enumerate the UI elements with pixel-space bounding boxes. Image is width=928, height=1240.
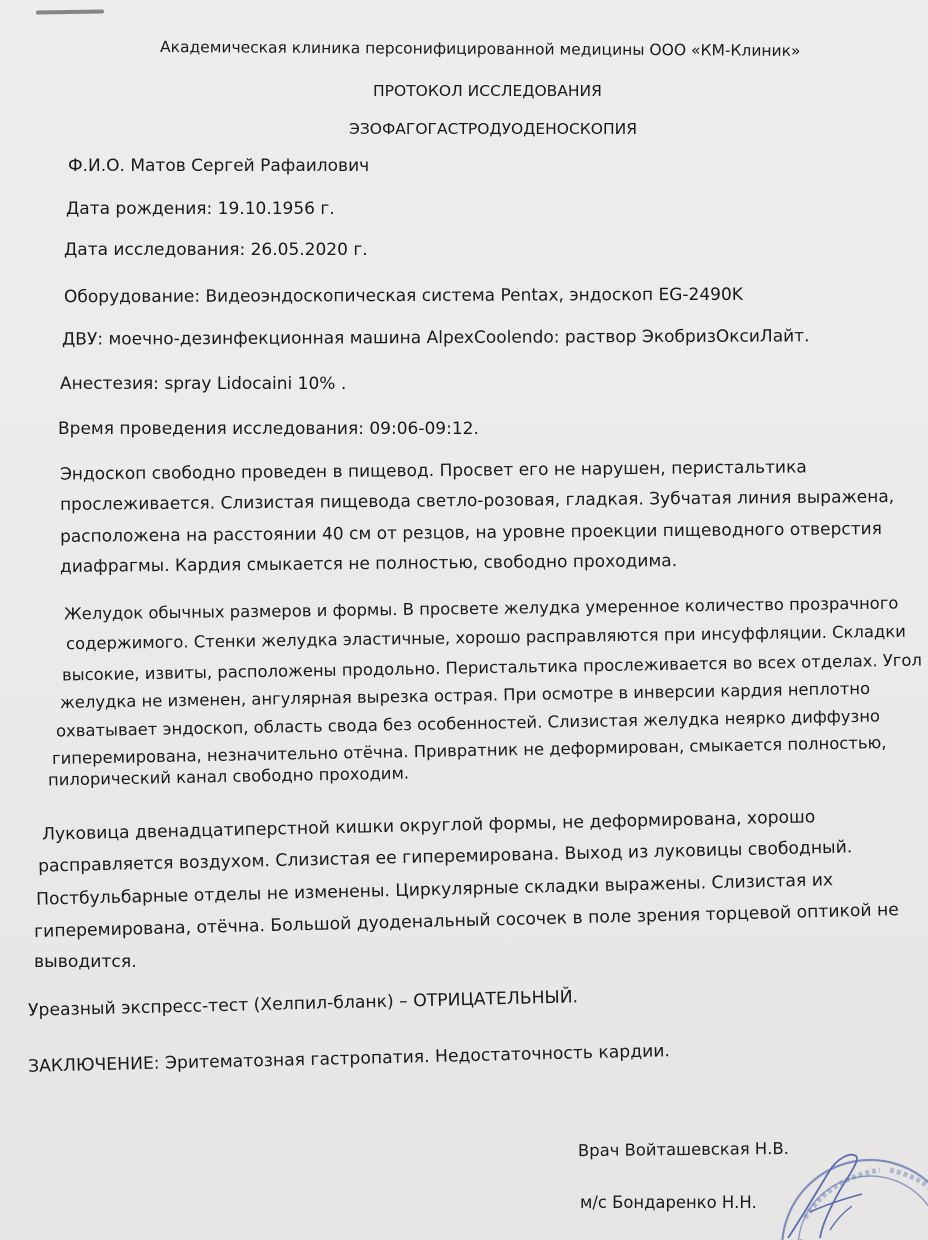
stomach-line: Желудок обычных размеров и формы. В просвете желудка умеренное количество прозрачного — [63, 593, 899, 624]
nurse-signature-label: м/с Бондаренко Н.Н. — [580, 1193, 757, 1212]
duodenum-line: Луковица двенадцатиперстной кишки округлой формы, не деформирована, хорошо — [41, 807, 816, 845]
urease-test: Уреазный экспресс-тест (Хелпил-бланк) – ОТРИЦАТЕЛЬНЫЙ. — [27, 987, 579, 1021]
birth-date: Дата рождения: 19.10.1956 г. — [66, 199, 335, 219]
signature — [770, 1150, 890, 1240]
stomach-line: желудка не изменен, ангулярная вырезка острая. При осмотре в инверсии кардия неплотно — [59, 678, 871, 713]
conclusion: ЗАКЛЮЧЕНИЕ: Эритематозная гастропатия. Недостаточность кардии. — [27, 1041, 671, 1077]
protocol-title: ПРОТОКОЛ ИССЛЕДОВАНИЯ — [373, 82, 602, 100]
equipment: Оборудование: Видеоэндоскопическая система Pentax, эндоскоп EG-2490K — [63, 284, 743, 308]
duodenum-line: расправляется воздухом. Слизистая ее гиперемирована. Выход из луковицы свободный. — [37, 837, 853, 877]
esophagus-line: диафрагмы. Кардия смыкается не полностью, свободно проходима. — [59, 551, 678, 577]
duodenum-line: выводится. — [34, 952, 137, 972]
doctor-signature-label: Врач Войташевская Н.В. — [577, 1138, 789, 1161]
disinfection: ДВУ: моечно-дезинфекционная машина AlpexCoolendo: раствор ЭкобризОксиЛайт. — [61, 326, 810, 350]
duodenum-line: Постбульбарные отделы не изменены. Циркулярные складки выражены. Слизистая их — [35, 870, 834, 910]
anesthesia: Анестезия: spray Lidocaini 10% . — [60, 374, 347, 394]
stomach-line: охватывает эндоскоп, область свода без особенностей. Слизистая желудка неярко диффузно — [55, 706, 881, 741]
esophagus-line: расположена на расстоянии 40 см от резцов, на уровне проекции пищеводного отверстия — [59, 519, 882, 547]
clinic-name: Академическая клиника персонифицированной медицины ООО «КМ-Клиник» — [159, 38, 801, 60]
stomach-line: содержимого. Стенки желудка эластичные, хорошо расправляются при инсуффляции. Складки — [65, 621, 906, 654]
pen-mark — [36, 9, 104, 14]
stomach-line: высокие, извиты, расположены продольно. Перистальтика прослеживается во всех отделах. Угол — [61, 650, 923, 685]
procedure-title: ЭЗОФАГОГАСТРОДУОДЕНОСКОПИЯ — [349, 120, 638, 138]
stomach-line: гиперемирована, незначительно отёчна. Привратник не деформирован, смыкается полностью, — [51, 732, 887, 769]
stomach-line: пилорический канал свободно проходим. — [47, 763, 410, 790]
esophagus-line: Эндоскоп свободно проведен в пищевод. Просвет его не нарушен, перистальтика — [59, 457, 807, 485]
patient-name: Ф.И.О. Матов Сергей Рафаилович — [68, 156, 370, 176]
exam-time: Время проведения исследования: 09:06-09:12. — [58, 419, 479, 439]
exam-date: Дата исследования: 26.05.2020 г. — [64, 240, 368, 260]
esophagus-line: прослеживается. Слизистая пищевода светло-розовая, гладкая. Зубчатая линия выражена, — [59, 486, 895, 516]
duodenum-line: гиперемирована, отёчна. Большой дуоденальный сосочек в поле зрения торцевой оптикой не — [33, 900, 900, 942]
